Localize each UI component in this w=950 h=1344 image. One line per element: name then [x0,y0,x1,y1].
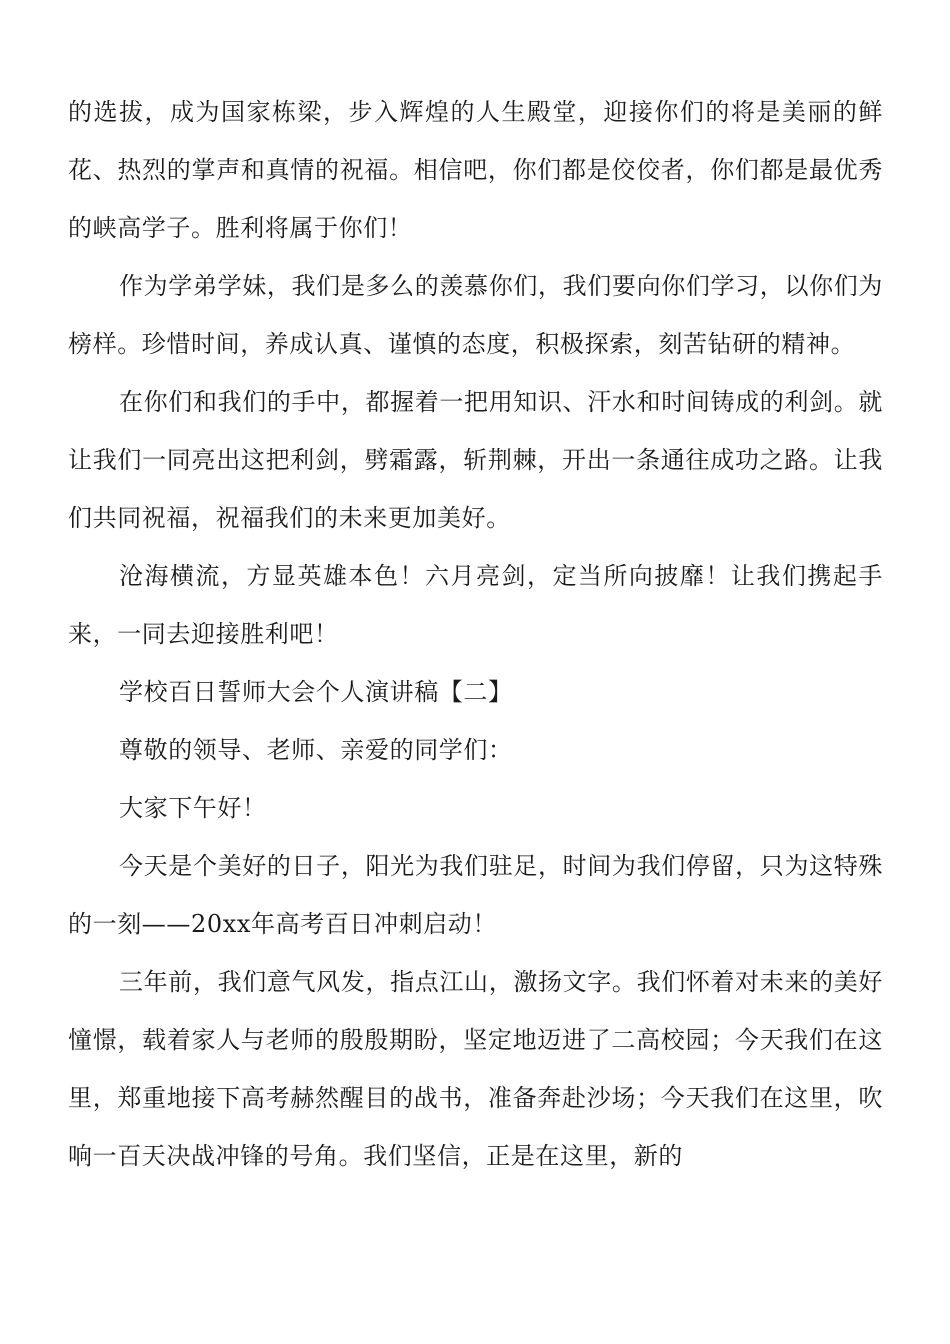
document-body [68,83,883,1185]
salutation: 尊敬的领导、老师、亲爱的同学们： [119,736,513,764]
paragraph-today: 今天是个美好的日子，阳光为我们驻足，时间为我们停留，只为这特殊的一刻——20xx年高考百日冲刺启动！ [68,852,883,938]
paragraph-continuation: 的选拔，成为国家栋梁，步入辉煌的人生殿堂，迎接你们的将是美丽的鲜花、热烈的掌声和真情的祝福。相信吧，你们都是佼佼者，你们都是最优秀的峡高学子。胜利将属于你们！ [68,98,883,242]
section-title: 学校百日誓师大会个人演讲稿【二】 [119,678,513,706]
paragraph-sword: 在你们和我们的手中，都握着一把用知识、汗水和时间铸成的利剑。就让我们一同亮出这把利剑，劈霜露，斩荆棘，开出一条通往成功之路。让我们共同祝福，祝福我们的未来更加美好。 [68,388,883,532]
paragraph-closing: 沧海横流，方显英雄本色！六月亮剑，定当所向披靡！让我们携起手来，一同去迎接胜利吧！ [68,562,883,648]
paragraph-admiration: 作为学弟学妹，我们是多么的羡慕你们，我们要向你们学习，以你们为榜样。珍惜时间，养成认真、谨慎的态度，积极探索，刻苦钻研的精神。 [68,272,883,358]
greeting: 大家下午好！ [119,794,267,822]
paragraph-three-years-ago: 三年前，我们意气风发，指点江山，激扬文字。我们怀着对未来的美好憧憬，载着家人与老师的殷殷期盼，坚定地迈进了二高校园；今天我们在这里，郑重地接下高考赫然醒目的战书，准备奔赴沙场；今天我们在这里，吹响一百天决战冲锋的号角。我们坚信，正是在这里，新的 [68,968,883,1170]
